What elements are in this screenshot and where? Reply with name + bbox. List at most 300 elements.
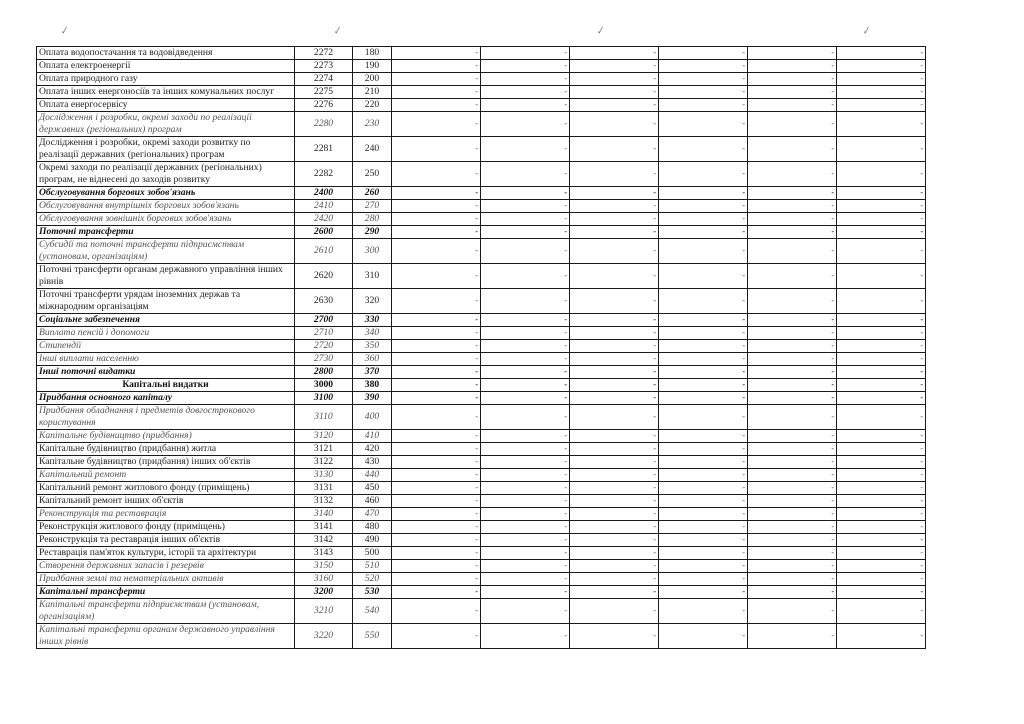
value-cell — [481, 73, 570, 86]
value-text: - — [742, 144, 745, 153]
value-cell — [837, 508, 926, 521]
value-cell — [570, 99, 659, 112]
value-text: - — [920, 444, 923, 453]
value-text: - — [742, 561, 745, 570]
value-text: - — [564, 48, 567, 57]
row-code: 2272 — [295, 47, 353, 60]
value-cell — [481, 573, 570, 586]
value-text: - — [742, 48, 745, 57]
value-text: - — [831, 412, 834, 421]
row-line-number: 220 — [353, 99, 392, 112]
value-cell — [659, 599, 748, 624]
value-cell — [748, 86, 837, 99]
value-cell — [659, 327, 748, 340]
value-text: - — [742, 61, 745, 70]
value-cell — [392, 392, 481, 405]
value-cell — [570, 226, 659, 239]
value-cell — [570, 264, 659, 289]
value-cell — [392, 73, 481, 86]
value-text: - — [475, 296, 478, 305]
value-text: - — [653, 574, 656, 583]
value-text: - — [564, 354, 567, 363]
value-text: - — [920, 271, 923, 280]
value-text: - — [475, 367, 478, 376]
row-line-number: 400 — [353, 405, 392, 430]
value-cell — [392, 162, 481, 187]
row-line-number: 510 — [353, 560, 392, 573]
value-cell — [659, 73, 748, 86]
value-text: - — [475, 227, 478, 236]
scan-mark: ✓ — [594, 24, 606, 39]
value-cell — [748, 521, 837, 534]
value-text: - — [831, 431, 834, 440]
row-line-number: 330 — [353, 314, 392, 327]
value-cell — [748, 586, 837, 599]
row-code: 2730 — [295, 353, 353, 366]
value-cell — [570, 86, 659, 99]
value-cell — [481, 99, 570, 112]
value-text: - — [742, 246, 745, 255]
value-text: - — [920, 227, 923, 236]
value-cell — [392, 482, 481, 495]
value-cell — [392, 366, 481, 379]
value-cell — [570, 469, 659, 482]
value-text: - — [475, 100, 478, 109]
row-description: Капітальний ремонт інших об'єктів — [37, 495, 295, 508]
value-cell — [570, 495, 659, 508]
value-text: - — [920, 246, 923, 255]
value-cell — [481, 534, 570, 547]
row-description: Обслуговування боргових зобов'язань — [37, 187, 295, 200]
value-text: - — [920, 341, 923, 350]
value-text: - — [831, 509, 834, 518]
value-cell — [481, 86, 570, 99]
value-cell — [570, 366, 659, 379]
row-description: Капітальні трансферти органам державного управління інших рівнів — [37, 624, 295, 649]
row-description: Капітальне будівництво (придбання) житла — [37, 443, 295, 456]
row-line-number: 450 — [353, 482, 392, 495]
value-cell — [748, 573, 837, 586]
value-cell — [837, 314, 926, 327]
value-text: - — [831, 100, 834, 109]
value-cell — [837, 482, 926, 495]
row-code: 2710 — [295, 327, 353, 340]
value-cell — [481, 624, 570, 649]
row-line-number: 420 — [353, 443, 392, 456]
row-line-number: 520 — [353, 573, 392, 586]
value-cell — [481, 366, 570, 379]
value-cell — [837, 60, 926, 73]
table-row — [37, 534, 926, 547]
value-cell — [570, 482, 659, 495]
value-text: - — [920, 119, 923, 128]
row-code: 3160 — [295, 573, 353, 586]
table-row — [37, 137, 926, 162]
value-cell — [481, 137, 570, 162]
value-text: - — [564, 631, 567, 640]
value-cell — [837, 392, 926, 405]
value-cell — [837, 226, 926, 239]
value-cell — [392, 379, 481, 392]
table-row — [37, 482, 926, 495]
value-text: - — [742, 470, 745, 479]
value-cell — [659, 99, 748, 112]
value-text: - — [920, 412, 923, 421]
value-text: - — [831, 119, 834, 128]
value-cell — [659, 624, 748, 649]
value-text: - — [475, 188, 478, 197]
value-cell — [659, 495, 748, 508]
value-cell — [392, 289, 481, 314]
value-cell — [481, 482, 570, 495]
row-line-number: 430 — [353, 456, 392, 469]
table-row — [37, 327, 926, 340]
value-cell — [570, 327, 659, 340]
value-text: - — [475, 341, 478, 350]
row-line-number: 380 — [353, 379, 392, 392]
row-code: 2630 — [295, 289, 353, 314]
value-text: - — [920, 296, 923, 305]
value-text: - — [653, 341, 656, 350]
row-description: Придбання основного капіталу — [37, 392, 295, 405]
row-description: Дослідження і розробки, окремі заходи по реалізації державних (регіональних) програм — [37, 112, 295, 137]
value-text: - — [742, 74, 745, 83]
scan-mark: ✓ — [331, 24, 343, 39]
value-cell — [392, 624, 481, 649]
value-text: - — [475, 119, 478, 128]
row-line-number: 210 — [353, 86, 392, 99]
value-text: - — [475, 380, 478, 389]
row-code: 2280 — [295, 112, 353, 137]
value-text: - — [831, 169, 834, 178]
value-text: - — [920, 61, 923, 70]
row-line-number: 460 — [353, 495, 392, 508]
value-text: - — [742, 631, 745, 640]
value-cell — [570, 624, 659, 649]
value-cell — [392, 405, 481, 430]
value-cell — [481, 599, 570, 624]
value-text: - — [653, 246, 656, 255]
value-cell — [392, 60, 481, 73]
row-description: Реставрація пам'яток культури, історії та архітектури — [37, 547, 295, 560]
row-code: 2610 — [295, 239, 353, 264]
value-text: - — [564, 393, 567, 402]
value-cell — [659, 60, 748, 73]
table-row — [37, 187, 926, 200]
value-text: - — [475, 246, 478, 255]
value-text: - — [475, 61, 478, 70]
row-description: Окремі заходи по реалізації державних (регіональних) програм, не віднесені до заходів розвитку — [37, 162, 295, 187]
table-row — [37, 239, 926, 264]
value-text: - — [653, 214, 656, 223]
row-code: 2281 — [295, 137, 353, 162]
value-cell — [481, 379, 570, 392]
value-cell — [748, 200, 837, 213]
row-line-number: 250 — [353, 162, 392, 187]
value-text: - — [653, 48, 656, 57]
value-cell — [837, 521, 926, 534]
value-cell — [570, 162, 659, 187]
value-cell — [570, 560, 659, 573]
value-text: - — [831, 87, 834, 96]
row-description: Оплата водопостачання та водовідведення — [37, 47, 295, 60]
table-row — [37, 392, 926, 405]
row-code: 3100 — [295, 392, 353, 405]
row-code: 3000 — [295, 379, 353, 392]
row-description: Придбання обладнання і предметів довгострокового користування — [37, 405, 295, 430]
value-text: - — [831, 574, 834, 583]
table-row — [37, 443, 926, 456]
budget-table-body — [37, 47, 926, 649]
value-cell — [481, 353, 570, 366]
value-text: - — [831, 271, 834, 280]
value-cell — [659, 86, 748, 99]
value-text: - — [475, 587, 478, 596]
value-text: - — [920, 631, 923, 640]
value-text: - — [653, 444, 656, 453]
row-line-number: 540 — [353, 599, 392, 624]
row-code: 3141 — [295, 521, 353, 534]
value-text: - — [831, 457, 834, 466]
row-description: Реконструкція та реставрація — [37, 508, 295, 521]
value-cell — [392, 86, 481, 99]
value-cell — [570, 187, 659, 200]
value-cell — [392, 430, 481, 443]
table-row — [37, 560, 926, 573]
value-cell — [837, 456, 926, 469]
value-cell — [837, 200, 926, 213]
row-line-number: 300 — [353, 239, 392, 264]
value-cell — [748, 239, 837, 264]
row-description: Придбання землі та нематеріальних активів — [37, 573, 295, 586]
value-text: - — [564, 574, 567, 583]
value-cell — [837, 534, 926, 547]
row-code: 2620 — [295, 264, 353, 289]
value-cell — [481, 586, 570, 599]
value-text: - — [920, 509, 923, 518]
value-text: - — [564, 61, 567, 70]
value-text: - — [564, 444, 567, 453]
row-code: 2400 — [295, 187, 353, 200]
value-cell — [570, 47, 659, 60]
value-cell — [837, 547, 926, 560]
table-row — [37, 200, 926, 213]
value-text: - — [920, 431, 923, 440]
value-text: - — [831, 201, 834, 210]
value-text: - — [564, 431, 567, 440]
value-text: - — [564, 227, 567, 236]
value-text: - — [475, 354, 478, 363]
value-text: - — [920, 393, 923, 402]
row-line-number: 200 — [353, 73, 392, 86]
value-text: - — [742, 315, 745, 324]
value-text: - — [653, 296, 656, 305]
value-text: - — [742, 201, 745, 210]
value-text: - — [831, 328, 834, 337]
value-text: - — [831, 214, 834, 223]
value-cell — [392, 353, 481, 366]
value-text: - — [475, 315, 478, 324]
value-cell — [659, 366, 748, 379]
value-text: - — [564, 328, 567, 337]
value-cell — [837, 289, 926, 314]
value-text: - — [920, 144, 923, 153]
row-description: Обслуговування зовнішніх боргових зобов'язань — [37, 213, 295, 226]
value-cell — [837, 137, 926, 162]
value-cell — [659, 213, 748, 226]
value-text: - — [653, 431, 656, 440]
budget-table — [36, 46, 926, 649]
row-code: 3142 — [295, 534, 353, 547]
row-code: 3131 — [295, 482, 353, 495]
row-description: Інші поточні видатки — [37, 366, 295, 379]
value-cell — [481, 547, 570, 560]
value-cell — [748, 508, 837, 521]
table-row — [37, 405, 926, 430]
value-text: - — [653, 74, 656, 83]
value-text: - — [742, 100, 745, 109]
value-text: - — [653, 587, 656, 596]
value-cell — [837, 366, 926, 379]
value-text: - — [564, 496, 567, 505]
value-text: - — [475, 535, 478, 544]
value-text: - — [742, 587, 745, 596]
value-text: - — [831, 144, 834, 153]
value-cell — [481, 60, 570, 73]
value-cell — [392, 137, 481, 162]
value-cell — [481, 213, 570, 226]
table-row — [37, 314, 926, 327]
value-text: - — [564, 380, 567, 389]
value-text: - — [920, 315, 923, 324]
value-cell — [659, 47, 748, 60]
value-text: - — [475, 509, 478, 518]
value-cell — [659, 560, 748, 573]
row-description: Капітальний ремонт житлового фонду (приміщень) — [37, 482, 295, 495]
value-text: - — [653, 61, 656, 70]
value-cell — [392, 226, 481, 239]
row-line-number: 360 — [353, 353, 392, 366]
table-row — [37, 599, 926, 624]
value-cell — [570, 405, 659, 430]
row-code: 3220 — [295, 624, 353, 649]
value-cell — [481, 469, 570, 482]
table-row — [37, 213, 926, 226]
value-cell — [570, 112, 659, 137]
value-text: - — [742, 227, 745, 236]
table-row — [37, 469, 926, 482]
value-text: - — [831, 606, 834, 615]
value-text: - — [920, 354, 923, 363]
value-cell — [570, 430, 659, 443]
value-cell — [570, 508, 659, 521]
value-cell — [659, 405, 748, 430]
value-cell — [481, 560, 570, 573]
value-text: - — [653, 144, 656, 153]
value-text: - — [742, 509, 745, 518]
row-line-number: 350 — [353, 340, 392, 353]
value-cell — [481, 430, 570, 443]
row-code: 2274 — [295, 73, 353, 86]
value-text: - — [831, 535, 834, 544]
table-row — [37, 47, 926, 60]
value-text: - — [475, 606, 478, 615]
value-text: - — [920, 548, 923, 557]
value-text: - — [742, 522, 745, 531]
value-text: - — [831, 496, 834, 505]
value-cell — [659, 430, 748, 443]
value-cell — [837, 213, 926, 226]
value-cell — [748, 162, 837, 187]
value-cell — [837, 187, 926, 200]
table-row — [37, 99, 926, 112]
value-cell — [392, 213, 481, 226]
row-description: Поточні трансферти — [37, 226, 295, 239]
table-row — [37, 456, 926, 469]
row-description: Поточні трансферти урядам іноземних держав та міжнародним організаціям — [37, 289, 295, 314]
value-text: - — [475, 457, 478, 466]
row-code: 2420 — [295, 213, 353, 226]
value-cell — [570, 60, 659, 73]
row-description: Оплата електроенергії — [37, 60, 295, 73]
value-text: - — [920, 188, 923, 197]
value-cell — [659, 200, 748, 213]
value-text: - — [831, 393, 834, 402]
value-text: - — [920, 496, 923, 505]
value-text: - — [920, 587, 923, 596]
value-text: - — [653, 393, 656, 402]
value-text: - — [653, 227, 656, 236]
table-row — [37, 430, 926, 443]
value-cell — [481, 264, 570, 289]
value-text: - — [742, 380, 745, 389]
value-text: - — [831, 341, 834, 350]
value-cell — [392, 599, 481, 624]
value-cell — [659, 340, 748, 353]
row-description: Капітальне будівництво (придбання) інших об'єктів — [37, 456, 295, 469]
value-cell — [659, 508, 748, 521]
value-cell — [837, 560, 926, 573]
value-cell — [659, 392, 748, 405]
value-cell — [392, 560, 481, 573]
row-line-number: 310 — [353, 264, 392, 289]
value-cell — [392, 521, 481, 534]
value-text: - — [742, 606, 745, 615]
value-cell — [748, 560, 837, 573]
value-text: - — [920, 87, 923, 96]
value-text: - — [564, 412, 567, 421]
row-code: 2282 — [295, 162, 353, 187]
value-text: - — [564, 522, 567, 531]
row-code: 2700 — [295, 314, 353, 327]
value-cell — [570, 392, 659, 405]
value-cell — [837, 586, 926, 599]
value-text: - — [920, 214, 923, 223]
value-text: - — [475, 574, 478, 583]
value-text: - — [653, 87, 656, 96]
row-line-number: 190 — [353, 60, 392, 73]
value-cell — [481, 508, 570, 521]
value-text: - — [564, 87, 567, 96]
value-text: - — [475, 48, 478, 57]
value-cell — [570, 599, 659, 624]
value-text: - — [831, 188, 834, 197]
row-code: 3200 — [295, 586, 353, 599]
value-text: - — [564, 470, 567, 479]
row-description: Капітальні трансферти підприємствам (установам, організаціям) — [37, 599, 295, 624]
value-text: - — [742, 548, 745, 557]
row-code: 2276 — [295, 99, 353, 112]
